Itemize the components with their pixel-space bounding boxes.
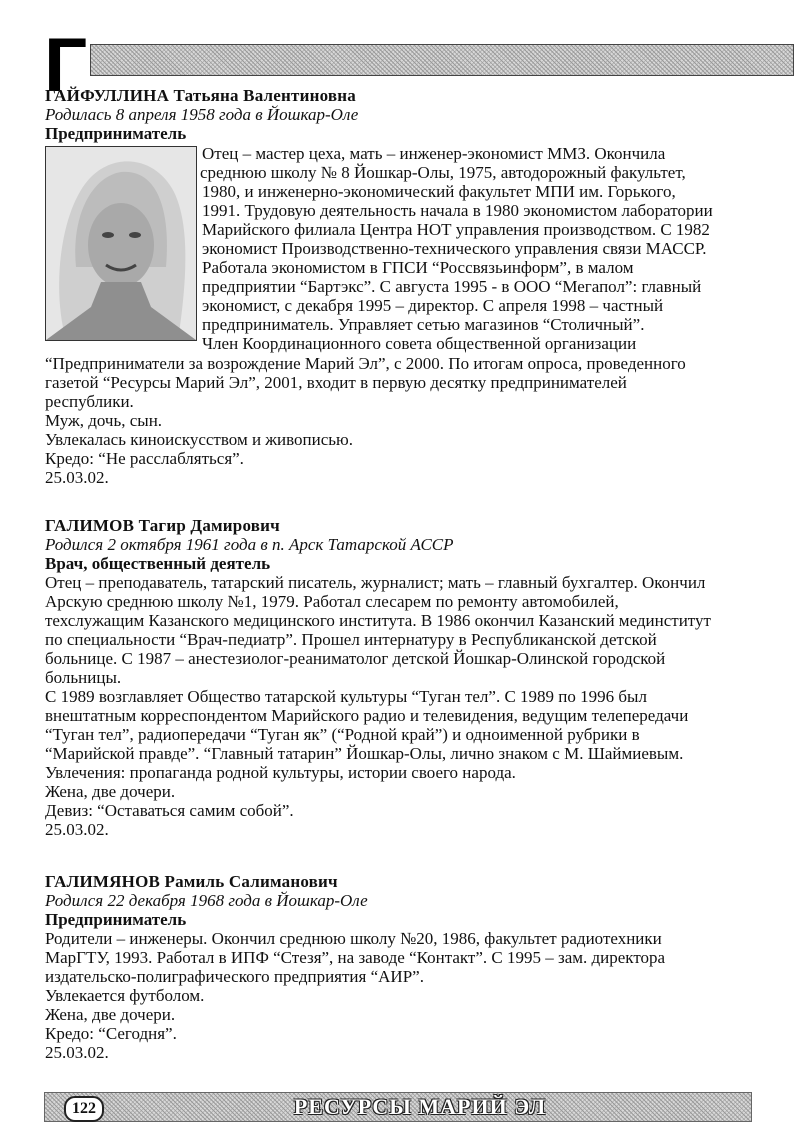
text-line: техслужащим Казанского медицинского института. В 1986 окончил Казанский мединститут xyxy=(45,611,711,630)
text-line: внештатным корреспондентом Марийского радио и телевидения, ведущим телепередачи xyxy=(45,706,689,725)
text-line: экономист Производственно-технического управления связи МАССР. xyxy=(202,239,707,258)
profession: Предприниматель xyxy=(45,124,187,143)
text-line: Жена, две дочери. xyxy=(45,1005,176,1024)
text-line: Кредо: “Сегодня”. xyxy=(45,1024,177,1043)
text-line: Увлечения: пропаганда родной культуры, истории своего народа. xyxy=(45,763,516,782)
text-line: “Туган тел”, радиопередачи “Туган як” (“Родной край”) и одноименной рубрики в xyxy=(45,725,640,744)
header-band xyxy=(90,44,794,76)
text-line: по специальности “Врач-педиатр”. Прошел интернатуру в Республиканской детской xyxy=(45,630,657,649)
text-line: Марийского филиала Центра НОТ управления производством. С 1982 xyxy=(202,220,710,239)
text-line: Увлекалась киноискусством и живописью. xyxy=(45,430,354,449)
text-line: Девиз: “Оставаться самим собой”. xyxy=(45,801,294,820)
bio-text xyxy=(45,354,775,487)
text-line: Работала экономистом в ГПСИ “Россвязьинформ”, в малом xyxy=(202,258,634,277)
text-line: “Предприниматели за возрождение Марий Эл”, с 2000. По итогам опроса, проведенного xyxy=(45,354,686,373)
bio-text-wrapped xyxy=(202,144,774,353)
text-line: “Марийской правде”. “Главный татарин” Йошкар-Олы, лично знаком с М. Шаймиевым. xyxy=(45,744,684,763)
birth-info: Родился 2 октября 1961 года в п. Арск Татарской АССР xyxy=(45,535,454,554)
bio-entry xyxy=(45,86,775,143)
text-line: С 1989 возглавляет Общество татарской культуры “Туган тел”. С 1989 по 1996 был xyxy=(45,687,647,706)
text-line: Увлекается футболом. xyxy=(45,986,205,1005)
text-line: предприятии “Бартэкс”. С августа 1995 - в ООО “Мегапол”: главный xyxy=(202,277,702,296)
text-line: Родители – инженеры. Окончил среднюю школу №20, 1986, факультет радиотехники xyxy=(45,929,662,948)
section-letter: Г xyxy=(44,23,88,108)
text-line: газетой “Ресурсы Марий Эл”, 2001, входит в первую десятку предпринимателей xyxy=(45,373,627,392)
text-line: предприниматель. Управляет сетью магазинов “Столичный”. xyxy=(202,315,645,334)
person-name: ГАЛИМЯНОВ Рамиль Салиманович xyxy=(45,872,338,891)
text-line: больницы. xyxy=(45,668,122,687)
portrait-photo xyxy=(45,146,197,341)
text-line: Муж, дочь, сын. xyxy=(45,411,163,430)
text-line: республики. xyxy=(45,392,134,411)
text-line: среднюю школу № 8 Йошкар-Олы, 1975, автодорожный факультет, xyxy=(200,163,686,182)
text-line: 1980, и инженерно-экономический факультет МПИ им. Горького, xyxy=(202,182,676,201)
profession: Врач, общественный деятель xyxy=(45,554,271,573)
profession: Предприниматель xyxy=(45,910,187,929)
bio-entry xyxy=(45,516,775,839)
text-line: больнице. С 1987 – анестезиолог-реаниматолог детской Йошкар-Олинской городской xyxy=(45,649,666,668)
birth-info: Родилась 8 апреля 1958 года в Йошкар-Оле xyxy=(45,105,359,124)
text-line: 1991. Трудовую деятельность начала в 1980 экономистом лаборатории xyxy=(202,201,713,220)
text-line: Кредо: “Не расслабляться”. xyxy=(45,449,244,468)
text-line: Отец – мастер цеха, мать – инженер-экономист ММЗ. Окончила xyxy=(202,144,666,163)
text-line: экономист, с декабря 1995 – директор. С апреля 1998 – частный xyxy=(202,296,664,315)
text-line: Жена, две дочери. xyxy=(45,782,176,801)
text-line: Арскую среднюю школу №1, 1979. Работал слесарем по ремонту автомобилей, xyxy=(45,592,619,611)
person-name: ГАЛИМОВ Тагир Дамирович xyxy=(45,516,280,535)
text-line: Член Координационного совета общественной организации xyxy=(202,334,637,353)
birth-info: Родился 22 декабря 1968 года в Йошкар-Оле xyxy=(45,891,368,910)
publication-title: РЕСУРСЫ МАРИЙ ЭЛ xyxy=(293,1094,547,1119)
bio-entry xyxy=(45,872,775,1062)
person-name: ГАЙФУЛЛИНА Татьяна Валентиновна xyxy=(45,86,356,105)
page-number: 122 xyxy=(64,1096,104,1122)
bio-text xyxy=(45,573,775,839)
text-line: МарГТУ, 1993. Работал в ИПФ “Стезя”, на заводе “Контакт”. С 1995 – зам. директора xyxy=(45,948,666,967)
text-line: 25.03.02. xyxy=(45,468,109,487)
text-line: издательско-полиграфического предприятия “АИР”. xyxy=(45,967,424,986)
text-line: 25.03.02. xyxy=(45,820,109,839)
text-line: Отец – преподаватель, татарский писатель, журналист; мать – главный бухгалтер. Окончил xyxy=(45,573,706,592)
text-line: 25.03.02. xyxy=(45,1043,109,1062)
bio-text xyxy=(45,929,775,1062)
